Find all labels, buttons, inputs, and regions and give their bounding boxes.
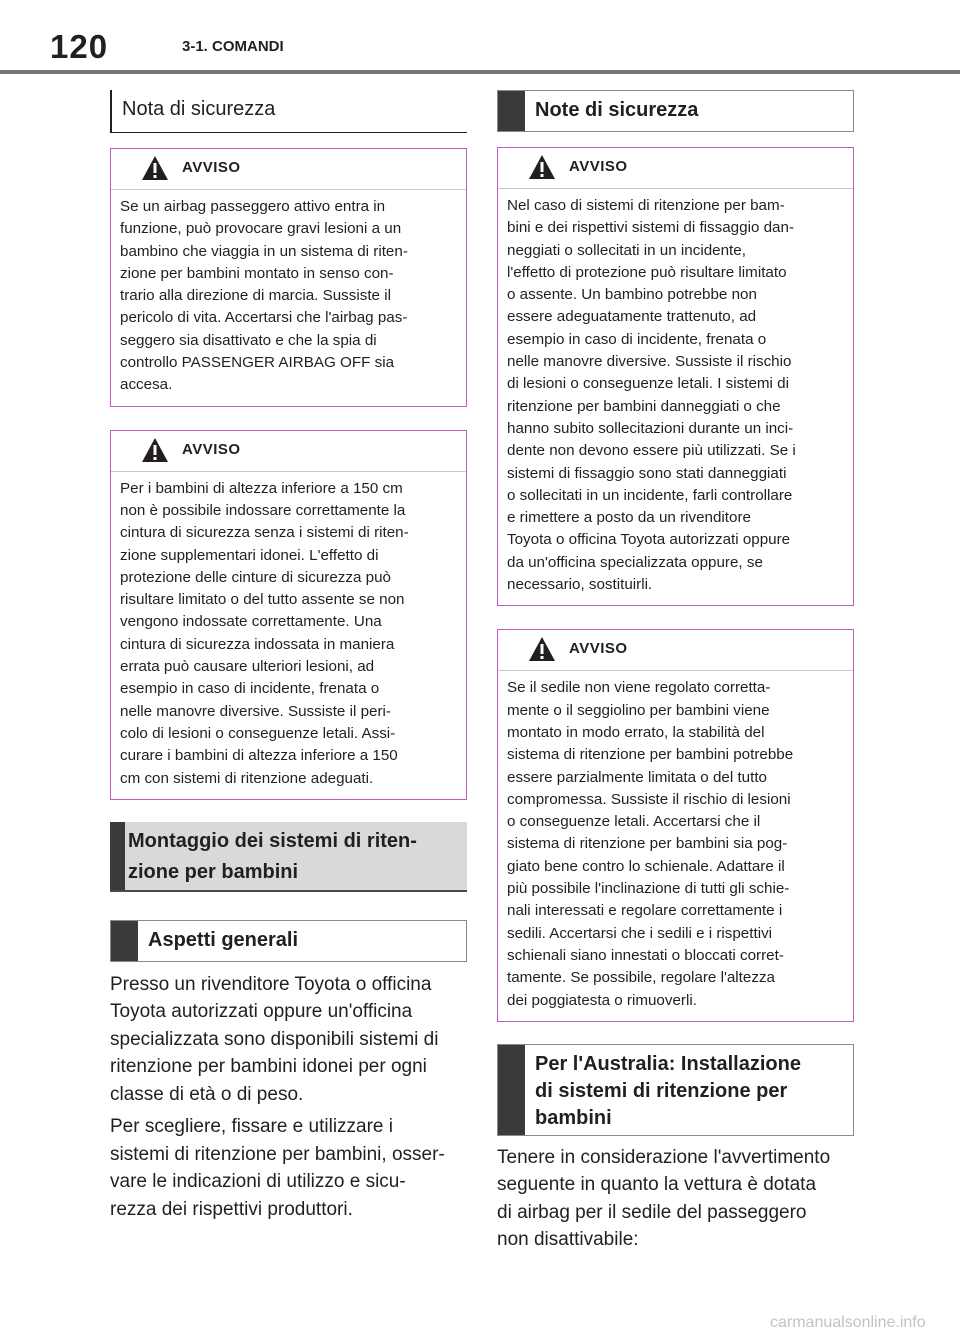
warning-box bbox=[497, 629, 854, 1021]
warning-text bbox=[111, 472, 466, 799]
australia-heading-text bbox=[535, 1051, 801, 1132]
heading-bar bbox=[498, 91, 525, 131]
text-line: non è possibile indossare correttamente la bbox=[120, 501, 406, 519]
text-line: dente non devono essere più utilizzati. Se i bbox=[507, 442, 796, 460]
text-line: mente o il seggiolino per bambini viene bbox=[507, 701, 770, 719]
text-line: ritenzione per bambini danneggiati o che bbox=[507, 397, 781, 415]
text-line: specializzata sono disponibili sistemi di bbox=[110, 1028, 439, 1050]
text-line: necessario, sostituirli. bbox=[507, 576, 653, 594]
page-number: 120 bbox=[50, 28, 109, 65]
text-line: bambino che viaggia in un sistema di riten- bbox=[120, 242, 408, 260]
text-line: schienali siano innestati o bloccati corret- bbox=[507, 946, 784, 964]
text-line: esempio in caso di incidente, frenata o bbox=[507, 330, 767, 348]
nota-heading bbox=[110, 90, 467, 133]
text-line: sistema di ritenzione per bambini potrebbe bbox=[507, 746, 794, 764]
text-line: nelle manovre diversive. Sussiste il peri- bbox=[120, 702, 391, 720]
text-line: errata può causare ulteriori lesioni, ad bbox=[120, 658, 375, 676]
text-line: vare le indicazioni di utilizzo e sicu- bbox=[110, 1171, 406, 1193]
text-line: dei poggiatesta o rimuoverli. bbox=[507, 991, 697, 1009]
left-column bbox=[110, 90, 467, 1223]
note-heading-text: Note di sicurezza bbox=[535, 99, 699, 121]
text-line: compromessa. Sussiste il rischio di lesioni bbox=[507, 790, 791, 808]
text-line: rezza dei rispettivi produttori. bbox=[110, 1198, 353, 1220]
text-line: Se il sedile non viene regolato corretta- bbox=[507, 679, 771, 697]
text-line: ritenzione per bambini idonei per ogni bbox=[110, 1056, 427, 1078]
text-line: esempio in caso di incidente, frenata o bbox=[120, 680, 380, 698]
warning-header bbox=[498, 148, 853, 189]
text-line: protezione delle cinture di sicurezza può bbox=[120, 568, 392, 586]
text-line: non disattivabile: bbox=[497, 1229, 639, 1251]
heading-line: Montaggio dei sistemi di riten- bbox=[128, 829, 417, 852]
text-line: l'effetto di protezione può risultare limitato bbox=[507, 263, 787, 281]
text-line: hanno subito sollecitazioni durante un inci- bbox=[507, 419, 794, 437]
text-line: o assente. Un bambino potrebbe non bbox=[507, 286, 757, 304]
text-line: classe di età o di peso. bbox=[110, 1083, 304, 1105]
warning-header bbox=[111, 431, 466, 472]
australia-heading bbox=[497, 1044, 854, 1136]
text-line: zione per bambini montato in senso con- bbox=[120, 264, 394, 282]
text-line: sistemi di ritenzione per bambini, osser- bbox=[110, 1143, 445, 1165]
text-line: tamente. Se possibile, regolare l'altezza bbox=[507, 969, 775, 987]
warning-label: AVVISO bbox=[182, 159, 241, 176]
text-line: accesa. bbox=[120, 376, 173, 394]
text-line: colo di lesioni o conseguenze letali. Assi- bbox=[120, 724, 396, 742]
section-heading bbox=[110, 822, 467, 892]
text-line: vengono indossate correttamente. Una bbox=[120, 613, 382, 631]
text-line: bini e dei rispettivi sistemi di fissaggio dan- bbox=[507, 219, 795, 237]
text-line: montato in modo errato, la stabilità del bbox=[507, 723, 765, 741]
text-line: seguente in quanto la vettura è dotata bbox=[497, 1174, 817, 1196]
text-line: essere parzialmente limitata o del tutto bbox=[507, 768, 768, 786]
text-line: più possibile l'inclinazione di tutti gli schie- bbox=[507, 880, 790, 898]
text-line: neggiati o sollecitati in un incidente, bbox=[507, 241, 746, 259]
heading-line: bambini bbox=[535, 1106, 612, 1129]
right-column bbox=[497, 90, 854, 1254]
warning-header bbox=[111, 149, 466, 190]
text-line: sedili. Accertarsi che i sedili e i rispettivi bbox=[507, 924, 773, 942]
text-line: sistema di ritenzione per bambini sia pog- bbox=[507, 835, 788, 853]
warning-box bbox=[110, 148, 467, 407]
text-line: sistemi di fissaggio sono stati danneggiati bbox=[507, 464, 787, 482]
text-line: giato bene contro lo schienale. Adattare il bbox=[507, 857, 785, 875]
text-line: seggero sia disattivato e che la spia di bbox=[120, 331, 377, 349]
section-title: 3-1. COMANDI bbox=[182, 38, 284, 55]
warning-text bbox=[498, 189, 853, 605]
heading-bar bbox=[111, 921, 138, 961]
warning-label: AVVISO bbox=[182, 440, 241, 458]
warning-label: AVVISO bbox=[569, 640, 628, 658]
text-line: Se un airbag passeggero attivo entra in bbox=[120, 198, 386, 215]
subheading-text: Aspetti generali bbox=[148, 928, 299, 951]
text-line: Per i bambini di altezza inferiore a 150 cm bbox=[120, 479, 403, 497]
paragraph bbox=[110, 971, 467, 1109]
heading-bar bbox=[110, 822, 125, 890]
warning-triangle-icon bbox=[141, 155, 169, 181]
text-line: cm con sistemi di ritenzione adeguati. bbox=[120, 769, 374, 787]
text-line: Per scegliere, fissare e utilizzare i bbox=[110, 1116, 393, 1138]
heading-bar bbox=[498, 1045, 525, 1135]
heading-line: Per l'Australia: Installazione bbox=[535, 1052, 801, 1075]
nota-heading-text: Nota di sicurezza bbox=[122, 98, 276, 120]
text-line: zione supplementari idonei. L'effetto di bbox=[120, 546, 379, 564]
text-line: pericolo di vita. Accertarsi che l'airbag pas- bbox=[120, 309, 408, 327]
warning-triangle-icon bbox=[528, 636, 556, 662]
heading-line: zione per bambini bbox=[128, 860, 299, 883]
warning-box bbox=[110, 430, 467, 800]
warning-label: AVVISO bbox=[569, 158, 628, 175]
text-line: e rimettere a posto da un rivenditore bbox=[507, 509, 751, 527]
text-line: nali interessati e regolare correttamente i bbox=[507, 902, 783, 920]
warning-box bbox=[497, 147, 854, 606]
warning-triangle-icon bbox=[528, 154, 556, 180]
paragraph bbox=[110, 1113, 467, 1223]
text-line: Toyota o officina Toyota autorizzati oppure bbox=[507, 531, 791, 549]
heading-line: di sistemi di ritenzione per bbox=[535, 1079, 788, 1102]
text-line: o conseguenze letali. Accertarsi che il bbox=[507, 813, 761, 831]
page-header bbox=[0, 0, 960, 76]
text-line: cintura di sicurezza indossata in maniera bbox=[120, 635, 395, 653]
text-line: nelle manovre diversive. Sussiste il rischio bbox=[507, 353, 792, 371]
paragraph bbox=[497, 1144, 854, 1254]
text-line: Nel caso di sistemi di ritenzione per bam- bbox=[507, 197, 785, 214]
note-heading bbox=[497, 90, 854, 132]
text-line: di airbag per il sedile del passeggero bbox=[497, 1201, 807, 1223]
warning-triangle-icon bbox=[141, 437, 169, 463]
section-heading-text bbox=[128, 826, 417, 888]
text-line: funzione, può provocare gravi lesioni a un bbox=[120, 220, 402, 238]
watermark: carmanualsonline.info bbox=[770, 1314, 926, 1331]
text-line: controllo PASSENGER AIRBAG OFF sia bbox=[120, 354, 395, 372]
text-line: trario alla direzione di marcia. Sussiste il bbox=[120, 287, 391, 305]
text-line: essere adeguatamente trattenuto, ad bbox=[507, 308, 757, 326]
warning-text bbox=[111, 190, 466, 406]
text-line: o sollecitati in un incidente, farli controllare bbox=[507, 486, 793, 504]
header-divider bbox=[0, 70, 960, 74]
text-line: Toyota autorizzati oppure un'officina bbox=[110, 1001, 413, 1023]
warning-text bbox=[498, 671, 853, 1020]
warning-header bbox=[498, 630, 853, 671]
text-line: risultare limitato o del tutto assente se non bbox=[120, 591, 405, 609]
text-line: Tenere in considerazione l'avvertimento bbox=[497, 1146, 831, 1168]
text-line: Presso un rivenditore Toyota o officina bbox=[110, 973, 432, 995]
text-line: cintura di sicurezza senza i sistemi di riten- bbox=[120, 524, 409, 542]
text-line: da un'officina specializzata oppure, se bbox=[507, 553, 763, 571]
text-line: di lesioni o conseguenze letali. I sistemi di bbox=[507, 375, 789, 393]
text-line: curare i bambini di altezza inferiore a 150 bbox=[120, 747, 398, 765]
subheading bbox=[110, 920, 467, 962]
